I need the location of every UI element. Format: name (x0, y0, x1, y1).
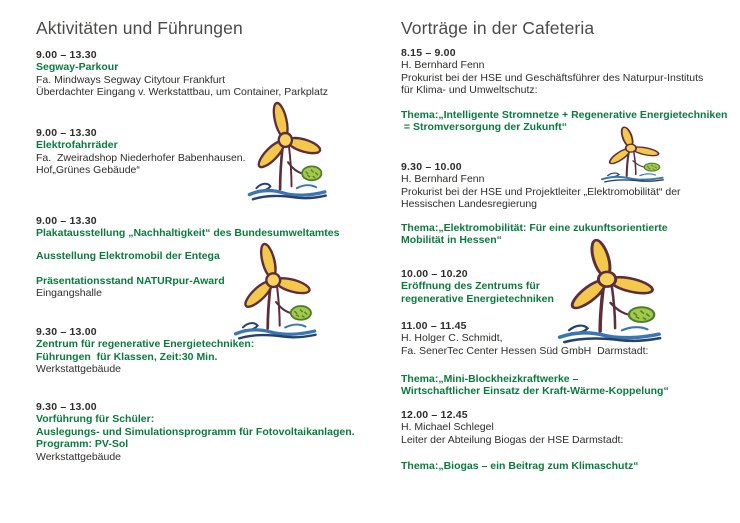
detail-line: H. Bernhard Fenn (401, 173, 485, 186)
event-title-line: = Stromversorgung der Zukunft“ (401, 121, 567, 134)
schedule-block (401, 222, 668, 247)
event-title-line: Präsentationsstand NATURpur-Award (36, 275, 225, 287)
time-label: 9.30 – 13.00 (36, 326, 97, 338)
detail-line: Hof„Grünes Gebäude“ (36, 164, 140, 177)
event-title-line: Segway-Parkour (36, 61, 119, 74)
left-column-title: Aktivitäten und Führungen (36, 18, 243, 38)
detail-line: Werkstattgebäude (36, 363, 122, 376)
event-title-line: Thema:„Mini-Blockheizkraftwerke – (401, 373, 579, 385)
event-title-line: Programm: PV-Sol (36, 438, 129, 451)
time-label: 8.15 – 9.00 (401, 47, 456, 59)
time-label: 11.00 – 11.45 (401, 320, 467, 332)
event-title-line: Eröffnung des Zentrums für (401, 280, 540, 293)
detail-line: Werkstattgebäude (36, 450, 122, 463)
event-title-line: Ausstellung Elektromobil der Entega (36, 250, 220, 262)
time-label: 9.00 – 13.30 (36, 127, 97, 139)
schedule-block (401, 47, 703, 97)
detail-line: H. Michael Schlegel (401, 421, 494, 434)
event-title-line: Thema:„Intelligente Stromnetze + Regenerative Energietechniken (401, 109, 728, 121)
detail-line: H. Holger C. Schmidt, (401, 332, 503, 345)
event-title-line: Zentrum für regenerative Energietechniken: (36, 338, 255, 351)
time-label: 12.00 – 12.45 (401, 409, 468, 421)
event-title-line: Elektrofahrräder (36, 139, 118, 152)
event-title-line: Mobilität in Hessen“ (401, 234, 502, 247)
event-title-line: Vorführung für Schüler: (36, 413, 155, 426)
detail-line: Überdachter Eingang v. Werkstattbau, um Container, Parkplatz (36, 86, 329, 99)
event-title-line: Plakatausstellung „Nachhaltigkeit“ des Bundesumweltamtes (36, 227, 340, 240)
detail-line: Fa. Zweiradshop Niederhofer Babenhausen. (36, 151, 246, 164)
event-title-line: regenerative Energietechniken (401, 292, 554, 305)
event-title-line: Thema:„Biogas – ein Beitrag zum Klimaschutz“ (401, 460, 639, 472)
detail-line: Hessischen Landesregierung (401, 198, 538, 211)
event-title-line: Führungen für Klassen, Zeit:30 Min. (36, 350, 218, 363)
schedule-block (401, 268, 554, 305)
schedule-block (401, 373, 669, 398)
detail-line: Fa. SenerTec Center Hessen Süd GmbH Darmstadt: (401, 344, 649, 357)
detail-line: Prokurist bei der HSE und Geschäftsführer des Naturpur-Instituts (401, 71, 704, 84)
time-label: 9.30 – 10.00 (401, 161, 462, 173)
detail-line: H. Bernhard Fenn (401, 59, 485, 72)
schedule-block (401, 109, 727, 134)
time-label: 10.00 – 10.20 (401, 268, 468, 280)
detail-line: Fa. Mindways Segway Citytour Frankfurt (36, 73, 226, 86)
right-column-title: Vorträge in der Cafeteria (401, 18, 595, 38)
time-label: 9.30 – 13.00 (36, 401, 97, 413)
detail-line: Leiter der Abteilung Biogas der HSE Darmstadt: (401, 433, 624, 446)
schedule-block (401, 161, 681, 211)
detail-line: Eingangshalle (36, 287, 102, 300)
time-label: 9.00 – 13.30 (36, 215, 97, 227)
time-label: 9.00 – 13.30 (36, 49, 97, 61)
detail-line: Prokurist bei der HSE und Projektleiter „Elektromobilität“ der (401, 185, 681, 198)
event-title-line: Thema:„Elektromobilität: Für eine zukunftsorientierte (401, 222, 668, 234)
schedule-block (401, 460, 638, 472)
detail-line: für Klima- und Umweltschutz: (401, 84, 538, 97)
event-title-line: Wirtschaftlicher Einsatz der Kraft-Wärme-Koppelung“ (401, 385, 669, 398)
schedule-block (401, 320, 648, 357)
schedule-block (401, 409, 623, 446)
event-title-line: Auslegungs- und Simulationsprogramm für Fotovoltaikanlagen. (36, 425, 355, 438)
